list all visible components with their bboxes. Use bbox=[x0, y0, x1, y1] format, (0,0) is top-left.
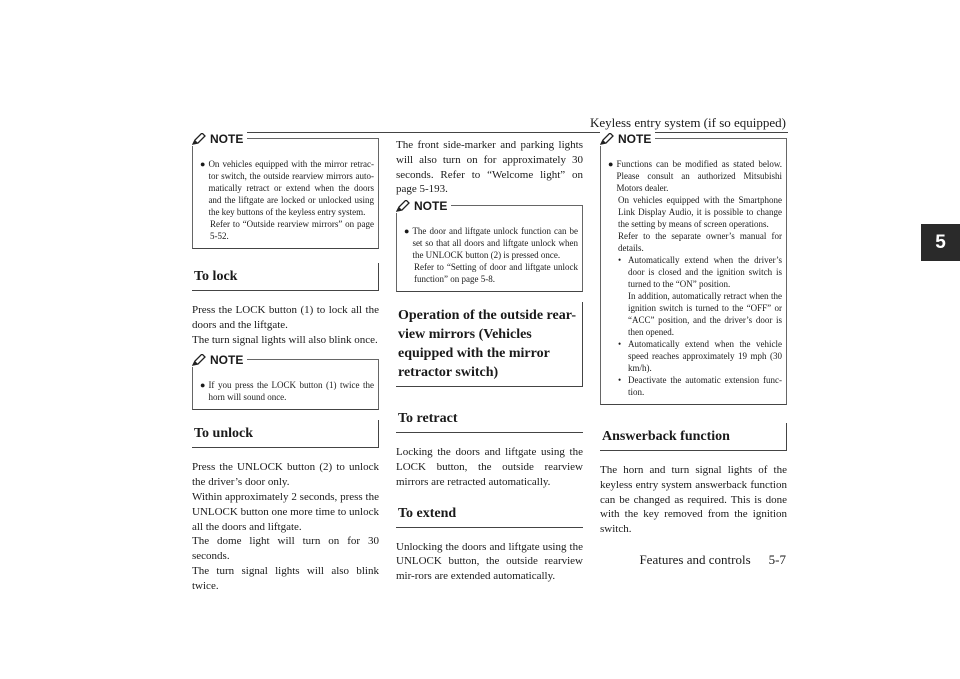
note-box bbox=[192, 132, 379, 249]
note-label: NOTE bbox=[210, 132, 244, 146]
note-box bbox=[600, 132, 787, 405]
note-text: The door and liftgate unlock function can be set so that all doors and liftgate unlock when the UNLOCK button (2) is pressed once. bbox=[412, 226, 578, 261]
note-box bbox=[192, 353, 379, 410]
bullet: ● bbox=[404, 226, 410, 237]
note-text: Functions can be modified as stated below. Please consult an authorized Mitsubishi Motors dealer. bbox=[616, 159, 782, 193]
bullet: ● bbox=[200, 380, 206, 391]
dash-bullet: • bbox=[618, 375, 622, 385]
footer-section: Features and controls bbox=[639, 552, 751, 567]
pencil-note-icon bbox=[192, 133, 206, 145]
note-text: Refer to the separate owner’s manual for details. bbox=[618, 231, 782, 253]
dash-bullet: • bbox=[618, 255, 622, 265]
list-item: Deactivate the automatic extension func-tion. bbox=[628, 375, 782, 397]
note-label: NOTE bbox=[618, 132, 652, 146]
header-rule bbox=[192, 132, 788, 133]
pencil-note-icon bbox=[600, 133, 614, 145]
section-title-lock: To lock bbox=[192, 263, 379, 291]
note-label: NOTE bbox=[210, 353, 244, 368]
section-title-retract: To retract bbox=[396, 405, 583, 433]
header-title: Keyless entry system (if so equipped) bbox=[589, 115, 786, 130]
note-text: On vehicles equipped with the mirror retrac-tor switch, the outside rearview mirrors auto-matically retract or extend when the doors and the liftgate are locked or unlocked using the key buttons of the keyless entry system. bbox=[208, 159, 374, 217]
paragraph: The turn signal lights will also blink twice. bbox=[192, 564, 379, 592]
pencil-note-icon bbox=[192, 354, 206, 366]
note-text: If you press the LOCK button (1) twice the horn will sound once. bbox=[208, 380, 374, 403]
paragraph: Press the LOCK button (1) to lock all the doors and the liftgate. bbox=[192, 304, 379, 331]
footer bbox=[639, 552, 786, 568]
list-item: Automatically extend when the driver’s door is closed and the ignition switch is turned to the “ON” position. bbox=[628, 255, 782, 289]
note-box bbox=[396, 199, 583, 292]
paragraph: Locking the doors and liftgate using the LOCK button, the outside rearview mirrors are retracted automatically. bbox=[396, 446, 583, 488]
note-ref: Refer to “Setting of door and liftgate unlock function” on page 5-8. bbox=[414, 262, 578, 285]
paragraph: The turn signal lights will also blink once. bbox=[192, 333, 378, 346]
note-label: NOTE bbox=[414, 199, 448, 214]
paragraph: The dome light will turn on for 30 seconds. bbox=[192, 535, 379, 563]
column-2 bbox=[396, 138, 583, 588]
bullet: ● bbox=[608, 159, 614, 169]
column-1 bbox=[192, 132, 379, 598]
section-title-extend: To extend bbox=[396, 500, 583, 528]
pencil-note-icon bbox=[396, 200, 410, 212]
paragraph: The horn and turn signal lights of the keyless entry system answerback function can be changed as required. This is done with the key removed from the ignition switch. bbox=[600, 464, 787, 536]
note-ref: Refer to “Outside rearview mirrors” on page 5-52. bbox=[210, 219, 374, 241]
chapter-tab: 5 bbox=[921, 224, 960, 261]
list-item: In addition, automatically retract when the ignition switch is turned to the “OFF” or “ACC” position, and the driver’s door is then opened. bbox=[628, 291, 782, 337]
list-item: Automatically extend when the vehicle speed reaches approximately 19 mph (30 km/h). bbox=[628, 339, 782, 373]
bullet: ● bbox=[200, 159, 206, 169]
dash-bullet: • bbox=[618, 339, 622, 349]
paragraph: Unlocking the doors and liftgate using the UNLOCK button, the outside rearview mir-rors are extended automatically. bbox=[396, 540, 583, 583]
section-title-unlock: To unlock bbox=[192, 420, 379, 448]
section-title-mirror-operation: Operation of the outside rear-view mirrors (Vehicles equipped with the mirror retractor switch) bbox=[396, 302, 583, 387]
column-3 bbox=[600, 132, 787, 541]
paragraph: Press the UNLOCK button (2) to unlock the driver’s door only. bbox=[192, 461, 379, 489]
note-text: On vehicles equipped with the Smartphone Link Display Audio, it is possible to change the setting by means of screen operations. bbox=[618, 195, 782, 229]
paragraph: The front side-marker and parking lights will also turn on for approximately 30 seconds. Refer to “Welcome light” on page 5-193. bbox=[396, 139, 583, 196]
page-number: 5-7 bbox=[768, 552, 786, 567]
paragraph: Within approximately 2 seconds, press the UNLOCK button one more time to unlock all the doors and liftgate. bbox=[192, 490, 379, 533]
section-title-answerback: Answerback function bbox=[600, 423, 787, 451]
